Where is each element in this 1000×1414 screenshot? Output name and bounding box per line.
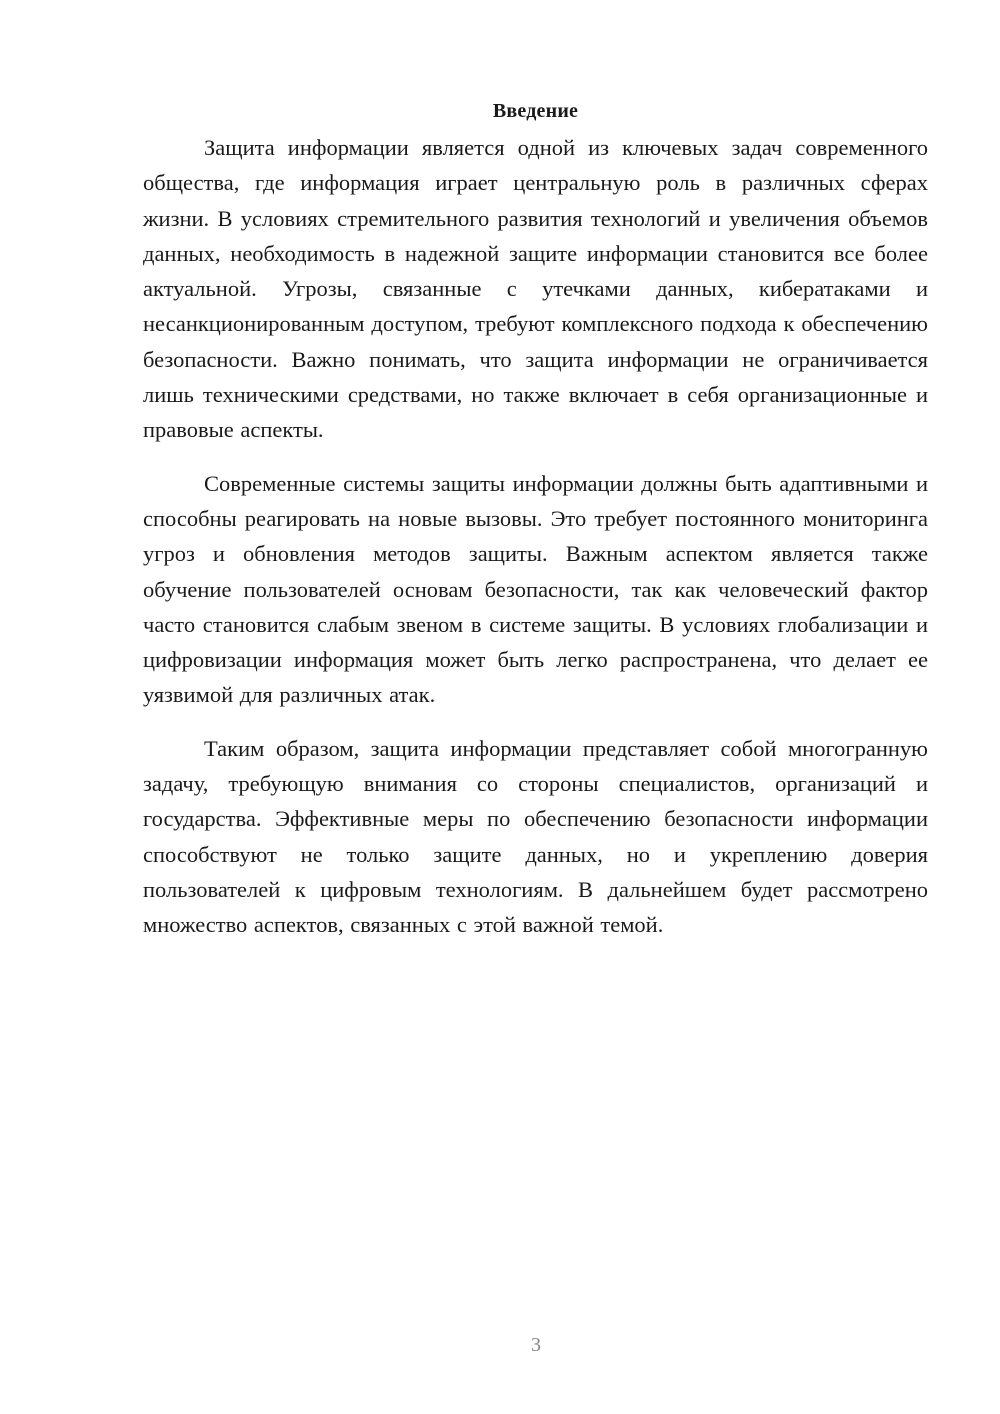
paragraph-3: Таким образом, защита информации представляет собой многогранную задачу, требующую внимания со стороны специалистов, организаций и государства. Эффективные меры по обеспечению безопасности информации способствуют не только защите данных, но и укреплению доверия пользователей к цифровым технологиям. В дальнейшем будет рассмотрено множество аспектов, связанных с этой важной темой. — [143, 735, 928, 938]
page-number: 3 — [531, 1334, 541, 1356]
paragraph-2: Современные системы защиты информации должны быть адаптивными и способны реагировать на новые вызовы. Это требует постоянного мониторинга угроз и обновления методов защиты. Важным аспектом является также обучение пользователей основам безопасности, так как человеческий фактор часто становится слабым звеном в системе защиты. В условиях глобализации и цифровизации информация может быть легко распространена, что делает ее уязвимой для различных атак. — [143, 470, 928, 708]
section-heading: Введение — [492, 100, 579, 122]
paragraph-1: Защита информации является одной из ключевых задач современного общества, где информация играет центральную роль в различных сферах жизни. В условиях стремительного развития технологий и увеличения объемов данных, необходимость в надежной защите информации становится все более актуальной. Угрозы, связанные с утечками данных, кибератаками и несанкционированным доступом, требуют комплексного подхода к обеспечению безопасности. Важно понимать, что защита информации не ограничивается лишь техническими средствами, но также включает в себя организационные и правовые аспекты. — [143, 135, 928, 443]
document-body — [143, 96, 928, 961]
